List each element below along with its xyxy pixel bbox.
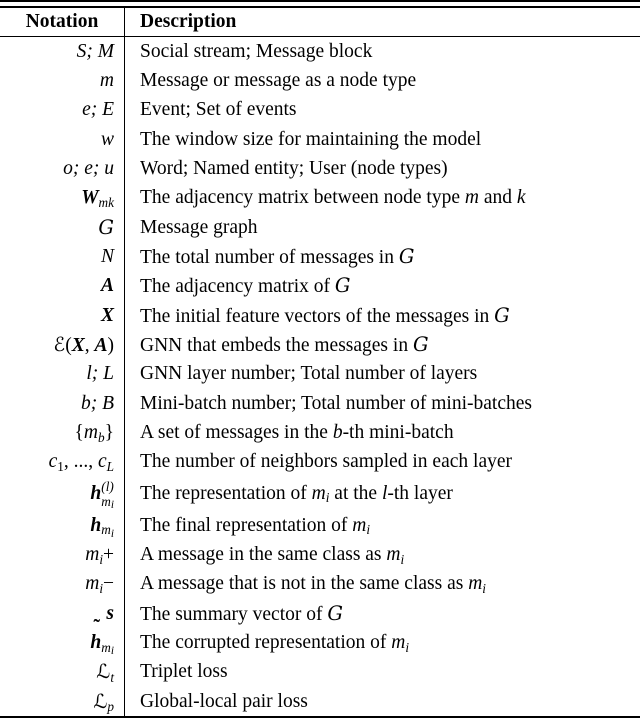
notation-cell (0, 569, 124, 598)
math-text: The representation of (140, 482, 312, 504)
table-row (0, 540, 640, 569)
math-text: Word; Named entity; User (node types) (140, 157, 448, 179)
math-text: m (311, 482, 326, 504)
table-row (0, 569, 640, 598)
notation-cell (0, 389, 124, 418)
description-cell (124, 540, 640, 569)
math-subscript (111, 528, 114, 540)
math-subscript (326, 490, 330, 505)
math-text: The final representation of (140, 514, 353, 536)
description-cell (124, 242, 640, 271)
description-cell (124, 66, 640, 95)
math-text: A (94, 334, 108, 356)
math-text: S; M (76, 40, 114, 62)
math-text: , ..., (63, 451, 98, 473)
math-text: -th layer (387, 482, 453, 504)
header-notation: Notation (25, 10, 99, 32)
table-row (0, 183, 640, 212)
math-text: m (85, 573, 100, 595)
notation-cell (0, 154, 124, 183)
math-text: (l) (101, 479, 114, 494)
description-cell (124, 687, 640, 716)
description-cell (124, 389, 640, 418)
math-subscript (57, 459, 64, 474)
table-row (0, 213, 640, 242)
math-text: ) (107, 334, 114, 356)
math-subscript (405, 640, 409, 655)
notation-cell (0, 301, 124, 330)
math-text: Mini-batch number; Total number of mini-batches (140, 392, 532, 414)
math-text: i (405, 639, 410, 655)
table-row (0, 271, 640, 300)
notation-cell (0, 213, 124, 242)
math-text: G (327, 601, 343, 625)
description-cell (124, 213, 640, 242)
notation-cell (0, 359, 124, 388)
math-subscript (482, 581, 486, 596)
math-text: mk (98, 194, 114, 210)
math-text: m (99, 69, 114, 91)
math-text: i (99, 581, 103, 597)
table-row (0, 359, 640, 388)
notation-cell (0, 447, 124, 476)
math-text: A set of messages in the (140, 421, 333, 443)
math-text: h (90, 632, 102, 654)
math-text: i (99, 551, 103, 567)
math-text: The initial feature vectors of the messages in (140, 305, 495, 327)
math-text: m (468, 573, 483, 595)
table-row (0, 687, 640, 716)
math-text: i (110, 644, 114, 657)
math-text: i (325, 490, 330, 506)
table-row (0, 447, 640, 476)
notation-cell (0, 125, 124, 154)
math-text: e; E (82, 99, 114, 121)
description-cell (124, 125, 640, 154)
math-text: m (101, 522, 111, 538)
table-row (0, 511, 640, 540)
math-text: l; L (86, 363, 114, 385)
math-text: k (516, 187, 526, 209)
math-text: i (110, 498, 114, 511)
notation-cell (0, 511, 124, 540)
description-cell (124, 418, 640, 447)
math-text: Social stream; Message block (140, 40, 373, 62)
math-text: Global-local pair loss (140, 690, 308, 712)
math-subscript (107, 699, 114, 714)
notation-cell (0, 599, 124, 628)
description-cell (124, 569, 640, 598)
notation-cell (0, 418, 124, 447)
math-text: Message or message as a node type (140, 69, 417, 91)
math-subscript (111, 645, 114, 657)
math-text: + (103, 544, 114, 565)
math-text: ℒ (96, 660, 111, 684)
math-text: p (107, 699, 114, 715)
math-text: m (391, 632, 406, 654)
math-text: c (48, 451, 58, 473)
math-text: i (110, 527, 114, 540)
description-cell (124, 628, 640, 657)
math-text: G (98, 215, 114, 239)
math-text: m (85, 544, 100, 565)
description-cell (124, 447, 640, 476)
math-subscript (111, 499, 114, 511)
notation-cell (0, 540, 124, 569)
table-row (0, 242, 640, 271)
math-text: A (100, 275, 114, 297)
table-row (0, 477, 640, 511)
math-text: Event; Set of events (140, 99, 297, 121)
description-cell (124, 359, 640, 388)
notation-cell (0, 617, 124, 657)
math-text: G (398, 244, 415, 268)
math-text: Message graph (140, 216, 258, 238)
math-text: ℒ (93, 689, 108, 713)
table-row (0, 154, 640, 183)
math-text: -th mini-batch (342, 421, 454, 443)
math-text: ℰ (53, 332, 66, 356)
table-row (0, 389, 640, 418)
math-text: A message in the same class as (140, 544, 387, 565)
table-row (0, 125, 640, 154)
math-text: at the (329, 482, 382, 504)
math-text: } (104, 421, 114, 443)
math-subscript (101, 640, 114, 655)
table-row (0, 330, 640, 359)
notation-cell (0, 37, 124, 66)
notation-cell (0, 271, 124, 300)
math-text: − (103, 573, 114, 595)
math-text: Triplet loss (140, 661, 228, 683)
description-cell (124, 477, 640, 511)
math-text: 1 (57, 459, 64, 475)
math-text: b; B (80, 392, 114, 414)
math-text: The adjacency matrix between node type (140, 187, 465, 209)
math-text: G (412, 332, 429, 356)
description-cell (124, 37, 640, 66)
math-text: A message that is not in the same class as (140, 573, 469, 595)
math-text: W (81, 187, 99, 209)
math-text: b (332, 421, 343, 443)
description-cell (124, 599, 640, 628)
math-text: The summary vector of (140, 603, 328, 625)
math-text: i (366, 522, 371, 538)
notation-cell (0, 657, 124, 686)
math-text: h (90, 482, 102, 504)
description-cell (124, 183, 640, 212)
math-text: t (110, 670, 114, 686)
math-text: ( (65, 334, 72, 356)
notation-cell (0, 242, 124, 271)
math-text: s (106, 602, 114, 624)
math-text: G (334, 274, 351, 298)
notation-cell (0, 66, 124, 95)
math-subscript (110, 670, 114, 685)
math-text: i (400, 551, 405, 567)
math-text: The total number of messages in (140, 246, 399, 268)
math-text: o; e; u (63, 157, 114, 179)
math-text: The number of neighbors sampled in each layer (140, 451, 512, 473)
description-cell (124, 301, 640, 330)
table-row (0, 617, 640, 657)
math-subscript (401, 552, 405, 567)
math-text: w (100, 128, 114, 150)
math-text: l (381, 482, 388, 504)
tilde-icon: ˜ (93, 617, 100, 639)
table-body (0, 37, 640, 717)
math-text: X (71, 334, 85, 356)
math-subscript (99, 195, 114, 210)
table-row (0, 37, 640, 66)
table-row (0, 418, 640, 447)
math-subscript (98, 430, 105, 445)
math-text: G (494, 303, 510, 327)
math-text: L (106, 459, 114, 475)
notation-cell (0, 330, 124, 359)
table-header-row (0, 8, 640, 37)
description-cell (124, 154, 640, 183)
math-text: , (84, 334, 95, 356)
math-subscript (99, 581, 103, 596)
math-text: The window size for maintaining the model (140, 128, 482, 150)
math-text: m (464, 187, 479, 209)
description-cell (124, 657, 640, 686)
notation-cell (0, 687, 124, 716)
description-cell (124, 271, 640, 300)
math-sup-sub-stack (101, 480, 114, 510)
header-description: Description (124, 8, 640, 36)
math-text: and (478, 187, 517, 209)
notation-cell (0, 477, 124, 511)
math-subscript (366, 522, 370, 537)
math-text: GNN that embeds the messages in (140, 334, 413, 356)
table-row (0, 66, 640, 95)
math-text: The corrupted representation of (140, 632, 392, 654)
math-text: m (101, 639, 111, 655)
description-cell (124, 330, 640, 359)
table-row (0, 301, 640, 330)
math-text: m (83, 421, 98, 443)
math-text: The adjacency matrix of (140, 276, 335, 298)
notation-cell (0, 183, 124, 212)
math-text: m (101, 493, 111, 509)
math-text: m (352, 514, 367, 536)
table-row (0, 657, 640, 686)
description-cell (124, 95, 640, 124)
math-text: m (386, 544, 401, 565)
math-subscript (107, 459, 114, 474)
math-subscript (99, 552, 103, 567)
math-tilde-accent (90, 617, 102, 657)
table-row (0, 95, 640, 124)
math-subscript (101, 522, 114, 540)
math-text: { (74, 421, 84, 443)
notation-cell (0, 95, 124, 124)
math-text: b (98, 429, 105, 445)
math-text: i (482, 581, 486, 597)
description-cell (124, 511, 640, 540)
math-text: GNN layer number; Total number of layers (140, 363, 478, 385)
math-text: c (97, 451, 107, 473)
math-text: h (90, 514, 102, 536)
math-text: X (100, 304, 114, 326)
math-text: N (100, 245, 114, 267)
